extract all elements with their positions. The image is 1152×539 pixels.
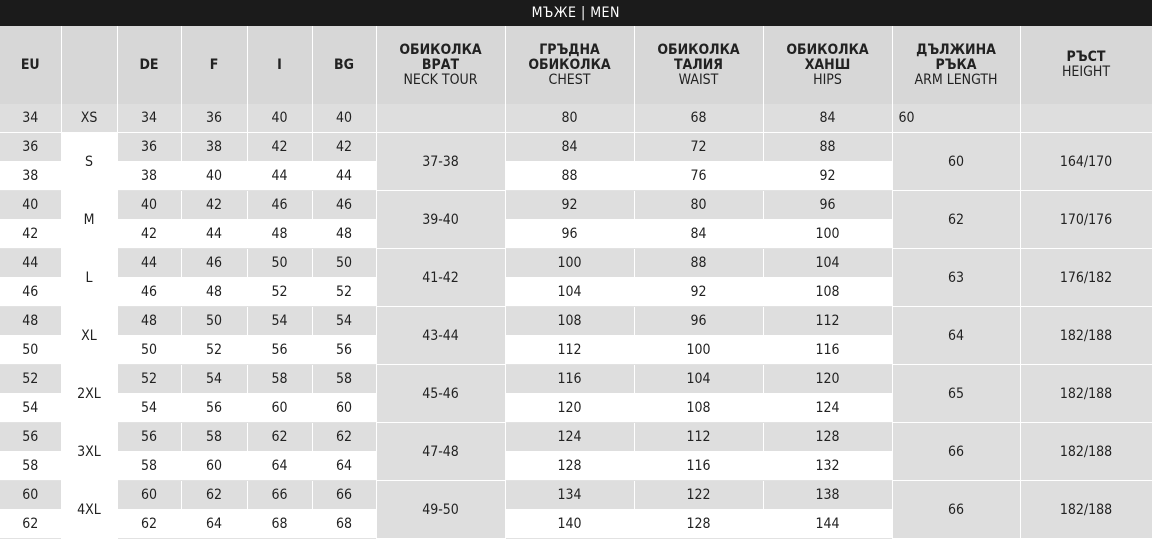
table-row [0,104,1152,133]
cell-hips: 84 [763,104,892,133]
cell-f: 60 [181,452,247,481]
cell-eu: 42 [0,220,61,249]
cell-height: 182/188 [1020,365,1152,423]
cell-neck [376,104,505,133]
header-i [247,26,312,104]
cell-waist: 84 [634,220,763,249]
cell-height: 176/182 [1020,249,1152,307]
cell-f: 50 [181,307,247,336]
cell-f: 44 [181,220,247,249]
cell-eu: 56 [0,423,61,452]
cell-waist: 108 [634,394,763,423]
cell-bg: 58 [312,365,376,394]
cell-f: 62 [181,481,247,510]
cell-neck: 39-40 [376,191,505,249]
cell-i: 44 [247,162,312,191]
cell-i: 56 [247,336,312,365]
cell-bg: 48 [312,220,376,249]
cell-arm: 65 [892,365,1020,423]
cell-de: 58 [117,452,181,481]
cell-de: 56 [117,423,181,452]
cell-bg: 56 [312,336,376,365]
header-label: РЪКА [935,56,977,73]
cell-eu: 38 [0,162,61,191]
cell-waist: 88 [634,249,763,278]
cell-waist: 92 [634,278,763,307]
cell-eu: 60 [0,481,61,510]
cell-neck: 37-38 [376,133,505,191]
cell-chest: 80 [505,104,634,133]
cell-waist: 112 [634,423,763,452]
cell-chest: 100 [505,249,634,278]
header-bg [312,26,376,104]
cell-hips: 92 [763,162,892,191]
cell-height [1020,104,1152,133]
cell-de: 54 [117,394,181,423]
table-body [0,104,1152,539]
cell-bg: 68 [312,510,376,539]
cell-hips: 128 [763,423,892,452]
cell-bg: 52 [312,278,376,307]
cell-f: 52 [181,336,247,365]
cell-bg: 62 [312,423,376,452]
cell-i: 50 [247,249,312,278]
cell-neck: 49-50 [376,481,505,539]
cell-eu: 34 [0,104,61,133]
cell-size: 4XL [61,481,117,539]
cell-bg: 42 [312,133,376,162]
cell-hips: 132 [763,452,892,481]
header-chest [505,26,634,104]
header-sublabel: CHEST [548,71,591,88]
cell-neck: 41-42 [376,249,505,307]
header-f [181,26,247,104]
cell-f: 56 [181,394,247,423]
cell-neck: 43-44 [376,307,505,365]
cell-chest: 96 [505,220,634,249]
cell-bg: 60 [312,394,376,423]
cell-f: 48 [181,278,247,307]
cell-hips: 104 [763,249,892,278]
cell-i: 46 [247,191,312,220]
cell-arm: 66 [892,481,1020,539]
header-row [0,26,1152,104]
cell-i: 60 [247,394,312,423]
header-size [61,26,117,104]
cell-i: 40 [247,104,312,133]
cell-eu: 52 [0,365,61,394]
cell-eu: 58 [0,452,61,481]
cell-hips: 144 [763,510,892,539]
header-label: BG [334,56,354,73]
cell-hips: 96 [763,191,892,220]
cell-f: 40 [181,162,247,191]
header-neck [376,26,505,104]
cell-f: 58 [181,423,247,452]
header-label: ГРЪДНА [539,41,600,58]
cell-i: 52 [247,278,312,307]
cell-size: XL [61,307,117,365]
cell-de: 40 [117,191,181,220]
cell-f: 42 [181,191,247,220]
cell-waist: 128 [634,510,763,539]
cell-f: 54 [181,365,247,394]
cell-hips: 124 [763,394,892,423]
header-label: ОБИКОЛКА [399,41,482,58]
cell-i: 54 [247,307,312,336]
header-sublabel: ARM LENGTH [914,71,998,88]
cell-waist: 104 [634,365,763,394]
cell-height: 164/170 [1020,133,1152,191]
cell-i: 42 [247,133,312,162]
cell-chest: 104 [505,278,634,307]
header-sublabel: HEIGHT [1061,64,1111,80]
cell-eu: 44 [0,249,61,278]
cell-waist: 100 [634,336,763,365]
cell-chest: 88 [505,162,634,191]
cell-bg: 40 [312,104,376,133]
table-row [0,249,1152,278]
cell-size: S [61,133,117,191]
header-height [1020,26,1152,104]
cell-de: 46 [117,278,181,307]
header-label: ОБИКОЛКА [528,56,611,73]
table-row [0,365,1152,394]
cell-waist: 68 [634,104,763,133]
cell-de: 48 [117,307,181,336]
cell-i: 58 [247,365,312,394]
cell-i: 48 [247,220,312,249]
cell-eu: 50 [0,336,61,365]
cell-chest: 116 [505,365,634,394]
cell-bg: 50 [312,249,376,278]
cell-i: 66 [247,481,312,510]
cell-chest: 134 [505,481,634,510]
cell-eu: 62 [0,510,61,539]
cell-chest: 128 [505,452,634,481]
cell-height: 182/188 [1020,307,1152,365]
cell-eu: 48 [0,307,61,336]
cell-hips: 100 [763,220,892,249]
cell-hips: 120 [763,365,892,394]
cell-chest: 140 [505,510,634,539]
table-row [0,481,1152,510]
cell-f: 38 [181,133,247,162]
header-de [117,26,181,104]
cell-de: 62 [117,510,181,539]
cell-arm: 62 [892,191,1020,249]
cell-de: 44 [117,249,181,278]
cell-eu: 36 [0,133,61,162]
header-label: ТАЛИЯ [673,56,724,73]
cell-waist: 122 [634,481,763,510]
header-eu [0,26,61,104]
header-label: I [277,56,282,73]
cell-de: 42 [117,220,181,249]
cell-de: 60 [117,481,181,510]
cell-hips: 116 [763,336,892,365]
header-label: ОБИКОЛКА [657,41,740,58]
cell-chest: 92 [505,191,634,220]
cell-de: 50 [117,336,181,365]
cell-bg: 54 [312,307,376,336]
cell-size: 3XL [61,423,117,481]
cell-de: 52 [117,365,181,394]
header-label: ДЪЛЖИНА [916,41,996,58]
header-label: DE [139,56,159,73]
header-label: РЪСТ [1066,49,1106,65]
cell-i: 64 [247,452,312,481]
cell-chest: 108 [505,307,634,336]
header-waist [634,26,763,104]
cell-waist: 76 [634,162,763,191]
table-title: МЪЖЕ | MEN [0,0,1152,26]
cell-waist: 116 [634,452,763,481]
cell-eu: 46 [0,278,61,307]
cell-neck: 45-46 [376,365,505,423]
header-sublabel: HIPS [813,71,842,88]
cell-chest: 112 [505,336,634,365]
cell-hips: 112 [763,307,892,336]
cell-size: XS [61,104,117,133]
header-label: ХАНШ [804,56,851,73]
cell-de: 38 [117,162,181,191]
cell-f: 46 [181,249,247,278]
cell-arm: 60 [892,133,1020,191]
header-label: ОБИКОЛКА [786,41,869,58]
cell-size: M [61,191,117,249]
cell-de: 34 [117,104,181,133]
header-label: ВРАТ [421,56,460,73]
cell-bg: 46 [312,191,376,220]
header-label: EU [20,56,40,73]
cell-waist: 80 [634,191,763,220]
header-label: F [209,56,219,73]
cell-chest: 84 [505,133,634,162]
cell-bg: 44 [312,162,376,191]
header-sublabel: WAIST [678,71,719,88]
cell-f: 64 [181,510,247,539]
cell-bg: 64 [312,452,376,481]
cell-height: 170/176 [1020,191,1152,249]
cell-chest: 120 [505,394,634,423]
cell-i: 68 [247,510,312,539]
cell-eu: 40 [0,191,61,220]
cell-hips: 138 [763,481,892,510]
cell-arm: 66 [892,423,1020,481]
cell-size: 2XL [61,365,117,423]
table-row [0,307,1152,336]
table-row [0,191,1152,220]
cell-i: 62 [247,423,312,452]
cell-chest: 124 [505,423,634,452]
cell-de: 36 [117,133,181,162]
header-hips [763,26,892,104]
cell-eu: 54 [0,394,61,423]
cell-neck: 47-48 [376,423,505,481]
table-row [0,423,1152,452]
table-row [0,133,1152,162]
cell-hips: 108 [763,278,892,307]
cell-waist: 96 [634,307,763,336]
cell-arm: 64 [892,307,1020,365]
cell-arm: 63 [892,249,1020,307]
cell-f: 36 [181,104,247,133]
header-sublabel: NECK TOUR [403,71,478,88]
cell-waist: 72 [634,133,763,162]
cell-height: 182/188 [1020,423,1152,481]
cell-hips: 88 [763,133,892,162]
cell-height: 182/188 [1020,481,1152,539]
cell-size: L [61,249,117,307]
cell-arm: 60 [892,104,1020,133]
cell-bg: 66 [312,481,376,510]
header-arm [892,26,1020,104]
